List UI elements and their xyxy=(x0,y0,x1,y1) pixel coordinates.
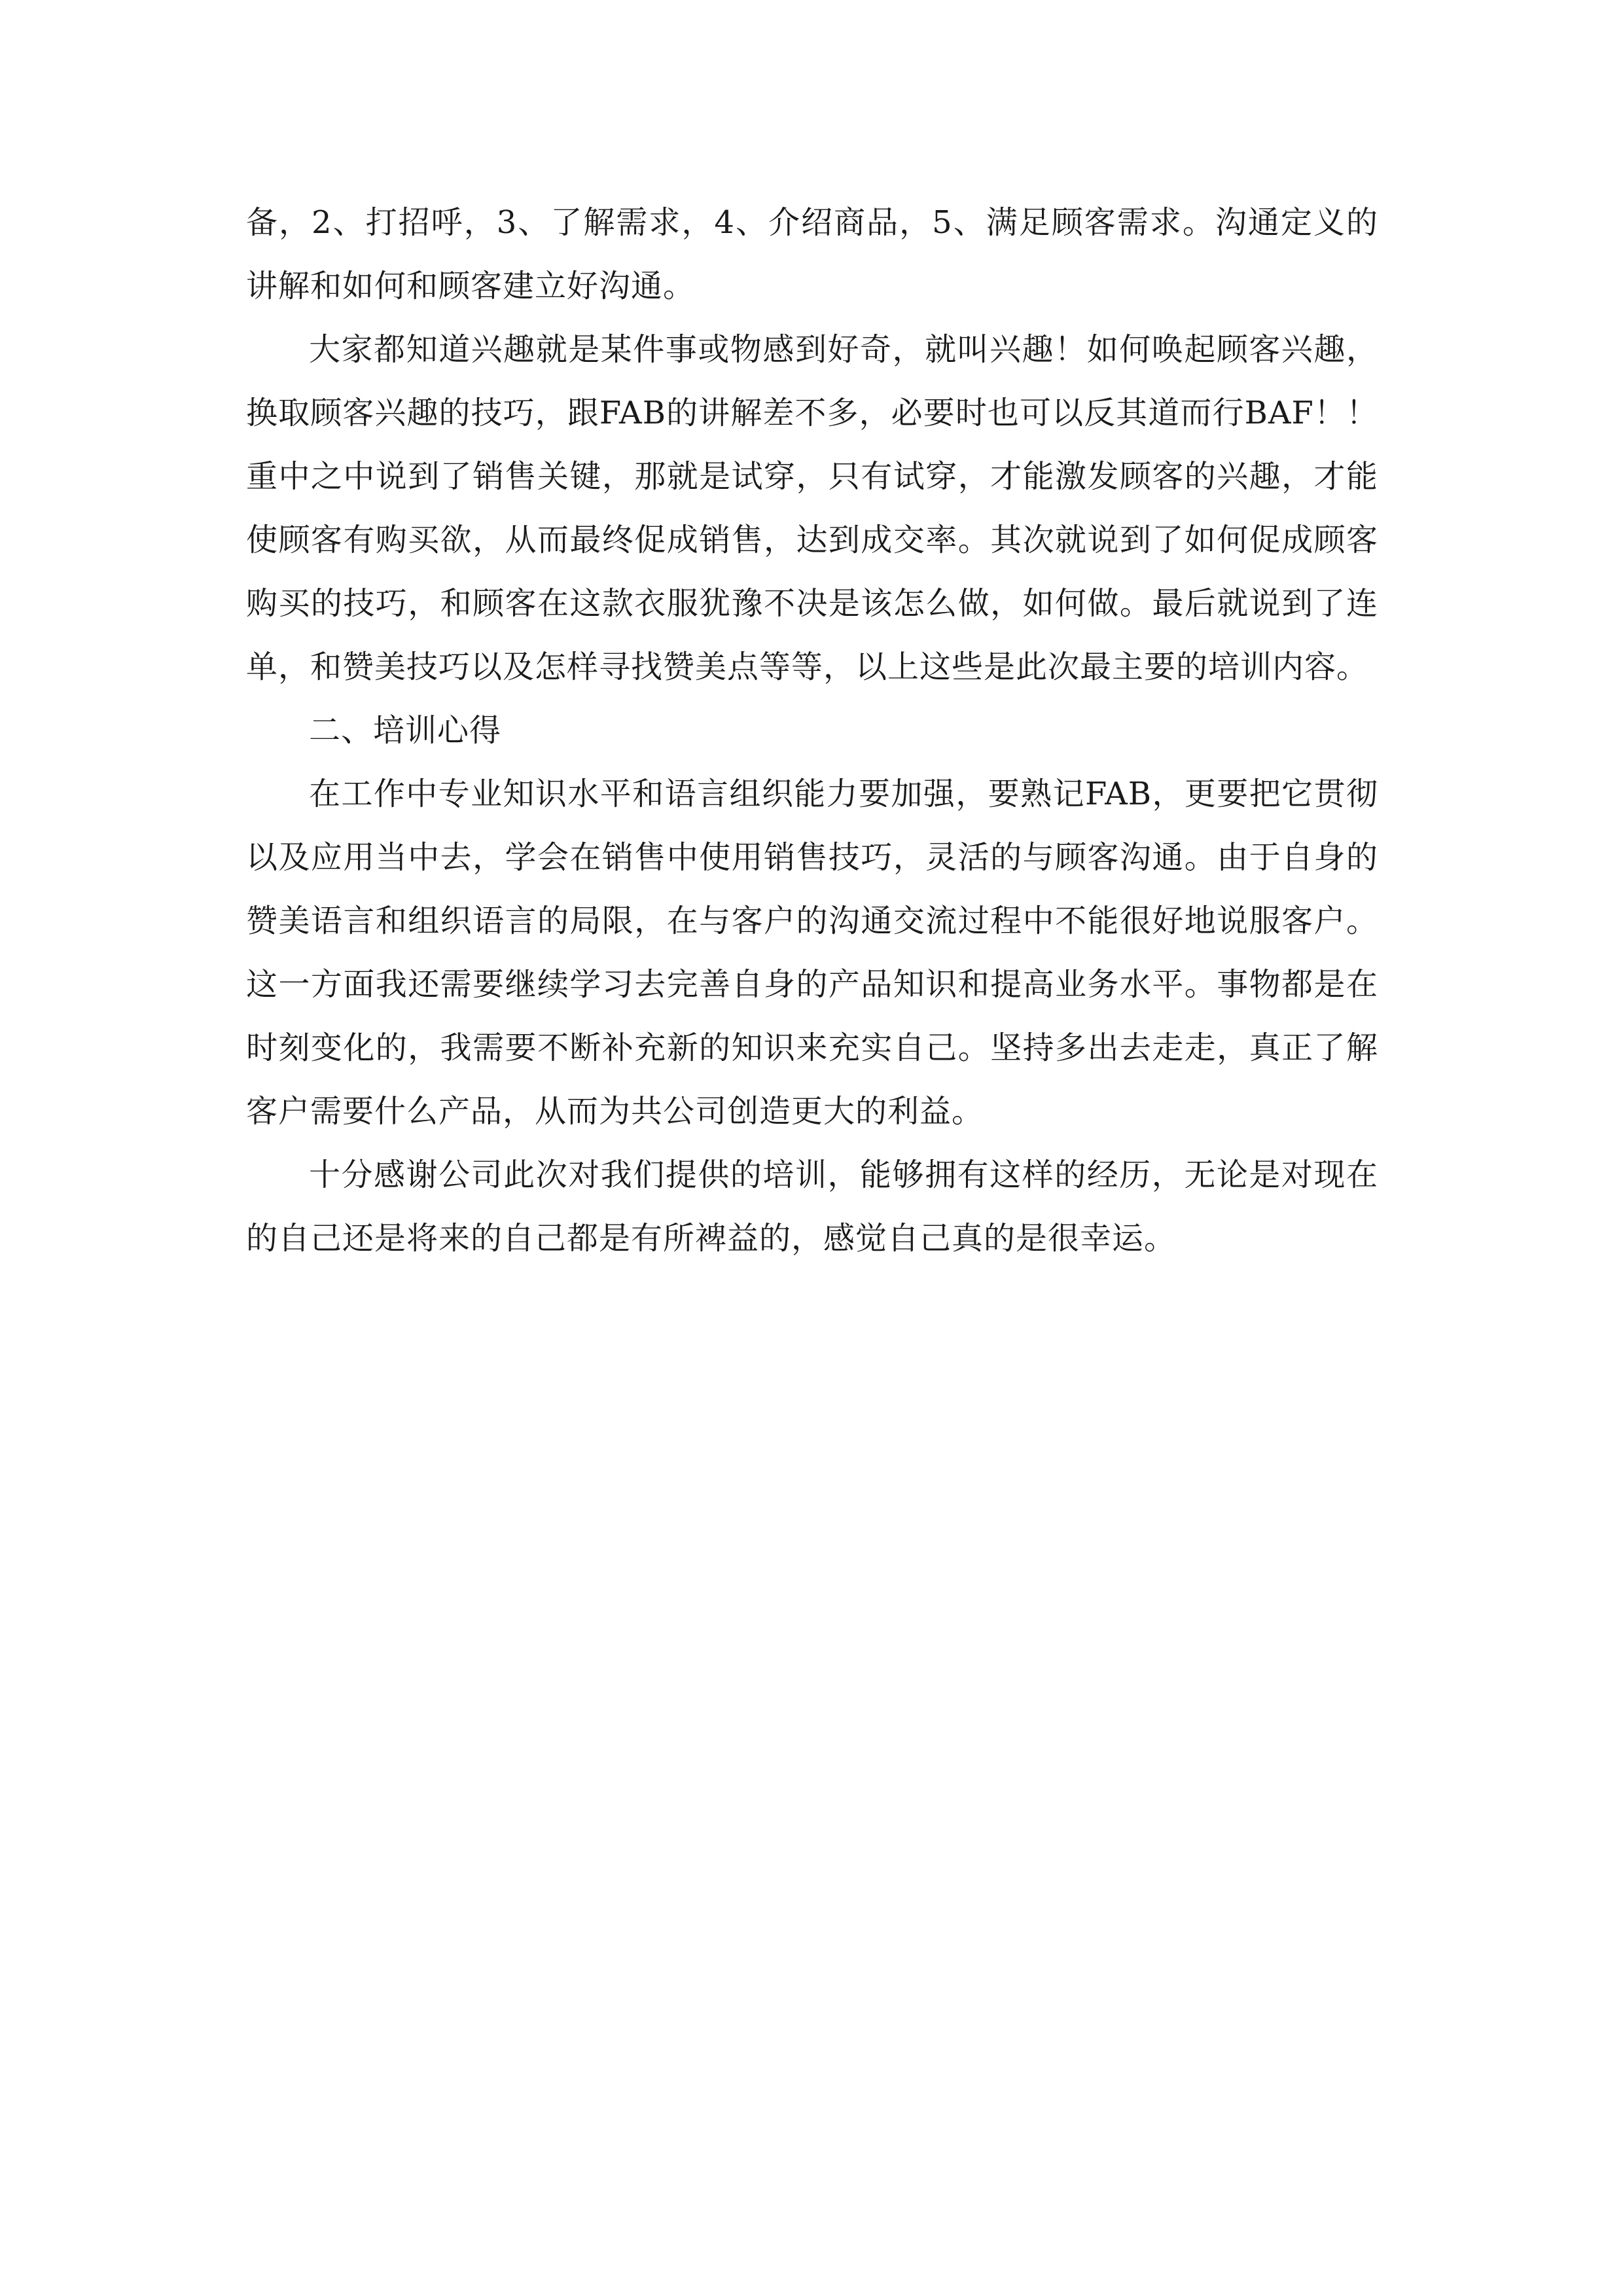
paragraph-thanks: 十分感谢公司此次对我们提供的培训，能够拥有这样的经历，无论是对现在的自己还是将来的自己都是有所裨益的，感觉自己真的是很幸运。 xyxy=(246,1157,1378,1257)
section-heading-training-insights: 二、培训心得 xyxy=(309,712,502,749)
paragraph-continuation: 备，2、打招呼，3、了解需求，4、介绍商品，5、满足顾客需求。沟通定义的讲解和如何和顾客建立好沟通。 xyxy=(246,204,1378,304)
paragraph-interest: 大家都知道兴趣就是某件事或物感到好奇，就叫兴趣！如何唤起顾客兴趣，换取顾客兴趣的技巧，跟FAB的讲解差不多，必要时也可以反其道而行BAF！！重中之中说到了销售关键，那就是试穿，只有试穿，才能激发顾客的兴趣，才能使顾客有购买欲，从而最终促成销售，达到成交率。其次就说到了如何促成顾客购买的技巧，和顾客在这款衣服犹豫不决是该怎么做，如何做。最后就说到了连单，和赞美技巧以及怎样寻找赞美点等等，以上这些是此次最主要的培训内容。 xyxy=(246,331,1378,685)
document-body xyxy=(246,191,1378,1270)
paragraph-insights: 在工作中专业知识水平和语言组织能力要加强，要熟记FAB，更要把它贯彻以及应用当中去，学会在销售中使用销售技巧，灵活的与顾客沟通。由于自身的赞美语言和组织语言的局限，在与客户的沟通交流过程中不能很好地说服客户。这一方面我还需要继续学习去完善自身的产品知识和提高业务水平。事物都是在时刻变化的，我需要不断补充新的知识来充实自己。坚持多出去走走，真正了解客户需要什么产品，从而为共公司创造更大的利益。 xyxy=(246,776,1378,1130)
